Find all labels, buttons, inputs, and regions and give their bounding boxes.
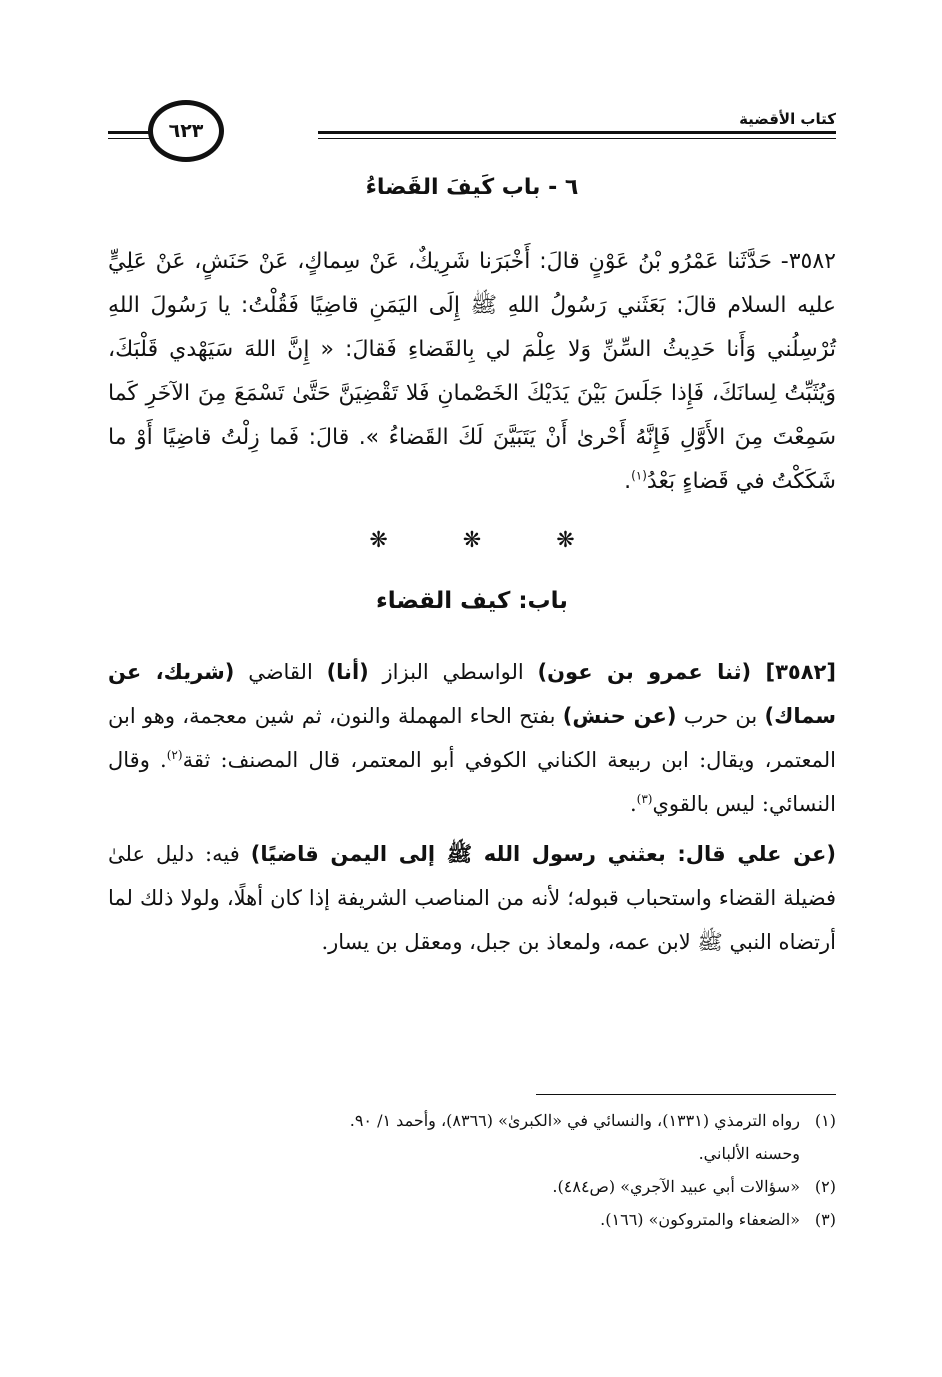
commentary-text: . [629,792,637,816]
footnote-line: وحسنه الألباني. [698,1144,800,1163]
commentary-text: القاضي [234,660,327,684]
book-title: كتاب الأقضية [729,110,836,128]
footnote-number: (٢) [814,1177,836,1196]
footnote-line: رواه الترمذي (١٣٣١)، والنسائي في «الكبرىٰ» (٨٣٦٦)، وأحمد ١/ ٩٠. [349,1111,800,1130]
header-rule-left [108,131,150,134]
commentary-text: الواسطي البزاز [368,660,538,684]
commentary-heading: باب: كيف القضاء [376,588,568,614]
header-rule [318,131,836,134]
footnote-divider [536,1094,836,1095]
hadith-body: حَدَّثَنا عَمْرُو بْنُ عَوْنٍ قالَ: أَخْبَرَنا شَرِيكٌ، عَنْ سِماكٍ، عَنْ حَنَشٍ، عَنْ عَلِيٍّ عليه السلام قالَ: بَعَثَني رَسُولُ اللهِ ﷺ إِلَى اليَمَنِ قاضِيًا فَقُلْتُ: يا رَسُولَ اللهِ تُرْسِلُني وَأَنا حَدِيثُ السِّنِّ وَلا عِلْمَ لي بِالقَضاءِ فَقالَ: « إِنَّ اللهَ سَيَهْدي قَلْبَكَ، وَيُثَبِّتُ لِسانَكَ، فَإِذا جَلَسَ بَيْنَ يَدَيْكَ الخَصْمانِ فَلا تَقْضِيَنَّ حَتَّىٰ تَسْمَعَ مِنَ الآخَرِ كَما سَمِعْتَ مِنَ الأَوَّلِ فَإِنَّهُ أَحْرىٰ أَنْ يَتَبَيَّنَ لَكَ القَضاءُ ». قالَ: فَما زِلْتُ قاضِيًا أَوْ ما شَكَكْتُ في قَضاءٍ بَعْدُ [108,249,836,494]
footnote-text: «الضعفاء والمتروكون» (١٦٦). [600,1210,800,1229]
header-rule-thin [318,138,836,139]
running-header [108,98,836,168]
footnote-item [108,1104,836,1170]
header-rule-left-thin [108,138,150,139]
footnote-number: (١) [814,1111,836,1130]
section-separator: ❋ ❋ ❋ [369,528,609,553]
commentary-quote: [٣٥٨٢] (ثنا عمرو بن عون) [537,660,836,684]
page-number-badge [148,100,224,162]
hadith-text [108,240,836,504]
commentary-text: بن حرب [676,704,765,728]
footnote-text [108,1104,800,1170]
page-number: ٦٢٣ [168,120,204,142]
commentary-text: فيه: دليل علىٰ فضيلة القضاء واستحباب قبوله؛ لأنه من المناصب الشريفة إذا كان أهلًا، ولولا ذلك لما أرتضاه النبي ﷺ لابن عمه، ولمعاذ بن جبل، ومعقل بن يسار. [108,842,836,954]
hadith-number: ٣٥٨٢- [780,249,836,274]
chapter-heading: ٦ - باب كَيفَ القَضاءُ [365,175,579,200]
commentary-quote: (شريك، عن سماك) [108,660,836,728]
commentary-text: . وقال النسائي: ليس بالقوي [108,748,836,816]
commentary-quote: (أنا) [326,660,369,684]
commentary-quote: (عن علي قال: بعثني رسول الله ﷺ إلى اليمن قاضيًا) [250,842,836,866]
commentary-paragraph [108,650,836,826]
commentary-paragraph [108,832,836,964]
footnote-item [108,1170,836,1203]
commentary-text: بفتح الحاء المهملة والنون، ثم شين معجمة، وهو ابن المعتمر، ويقال: ابن ربيعة الكناني الكوفي أبو المعتمر، قال المصنف: ثقة [108,704,836,772]
footnote-ref-2[interactable]: (٢) [166,748,183,762]
footnote-ref-1[interactable]: (١) [631,468,647,483]
footnotes [108,1104,836,1236]
commentary-quote: (عن حنش) [562,704,677,728]
footnote-text: «سؤالات أبي عبيد الآجري» (ص٤٨٤). [552,1177,800,1196]
footnote-number: (٣) [814,1210,836,1229]
footnote-ref-3[interactable]: (٣) [636,792,653,806]
commentary-body [108,650,836,970]
hadith-end: . [624,469,632,494]
footnote-item [108,1203,836,1236]
